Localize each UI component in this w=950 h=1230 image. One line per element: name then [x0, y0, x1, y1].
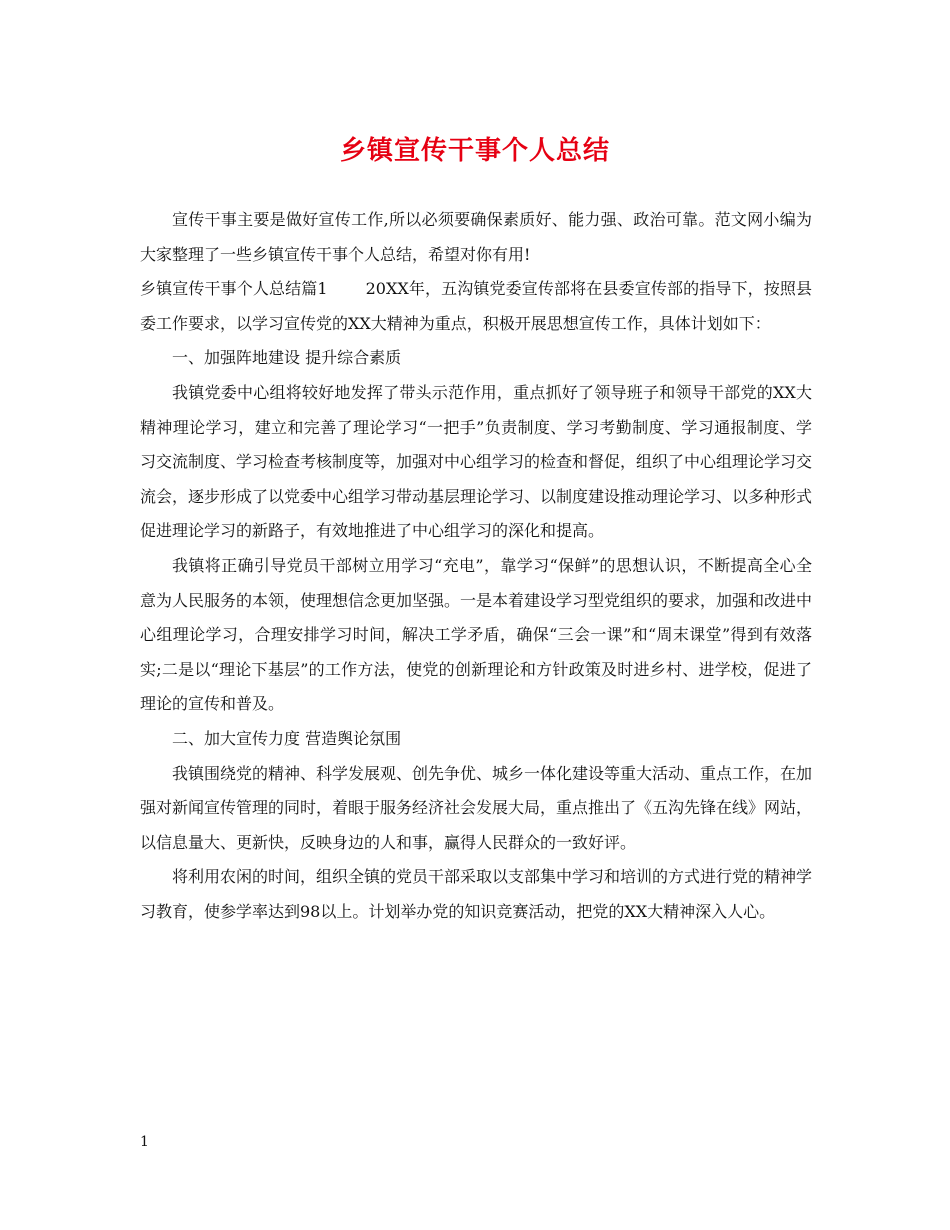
- page-number: 1: [140, 1134, 149, 1150]
- body-paragraph-2: 我镇将正确引导党员干部树立用学习“充电”，靠学习“保鲜”的思想认识，不断提高全心全意为人民服务的本领，使理想信念更加坚强。一是本着建设学习型党组织的要求，加强和改进中心组理论学习，合理安排学习时间，解决工学矛盾，确保“三会一课”和“周末课堂”得到有效落实;二是以“理论下基层”的工作方法，使党的创新理论和方针政策及时进乡村、进学校，促进了理论的宣传和普及。: [140, 555, 813, 714]
- section-heading-1: 一、加强阵地建设 提升综合素质: [172, 348, 402, 368]
- document-body: [140, 203, 812, 929]
- body-paragraph-4: 将利用农闲的时间，组织全镇的党员干部采取以支部集中学习和培训的方式进行党的精神学习教育，使参学率达到98以上。计划举办党的知识竞赛活动，把党的XX大精神深入人心。: [140, 867, 813, 921]
- section-heading-2: 二、加大宣传力度 营造舆论氛围: [172, 728, 402, 748]
- part-one-paragraph: [140, 272, 812, 341]
- body-paragraph-3: 我镇围绕党的精神、科学发展观、创先争优、城乡一体化建设等重大活动、重点工作，在加强对新闻宣传管理的同时，着眼于服务经济社会发展大局，重点推出了《五沟先锋在线》网站，以信息量大、更新快，反映身边的人和事，赢得人民群众的一致好评。: [140, 763, 813, 852]
- part-label: 乡镇宣传干事个人总结篇1: [140, 279, 328, 299]
- document-title: 乡镇宣传干事个人总结: [339, 136, 610, 166]
- body-paragraph-1: 我镇党委中心组将较好地发挥了带头示范作用，重点抓好了领导班子和领导干部党的XX大精神理论学习，建立和完善了理论学习“一把手”负责制度、学习考勤制度、学习通报制度、学习交流制度、学习检查考核制度等，加强对中心组学习的检查和督促，组织了中心组理论学习交流会，逐步形成了以党委中心组学习带动基层理论学习、以制度建设推动理论学习、以多种形式促进理论学习的新路子，有效地推进了中心组学习的深化和提高。: [140, 382, 813, 541]
- part-text: 20XX年，五沟镇党委宣传部将在县委宣传部的指导下，按照县委工作要求，以学习宣传党的XX大精神为重点，积极开展思想宣传工作，具体计划如下：: [140, 279, 812, 333]
- intro-paragraph: 宣传干事主要是做好宣传工作,所以必须要确保素质好、能力强、政治可靠。范文网小编为大家整理了一些乡镇宣传干事个人总结，希望对你有用!: [140, 210, 812, 264]
